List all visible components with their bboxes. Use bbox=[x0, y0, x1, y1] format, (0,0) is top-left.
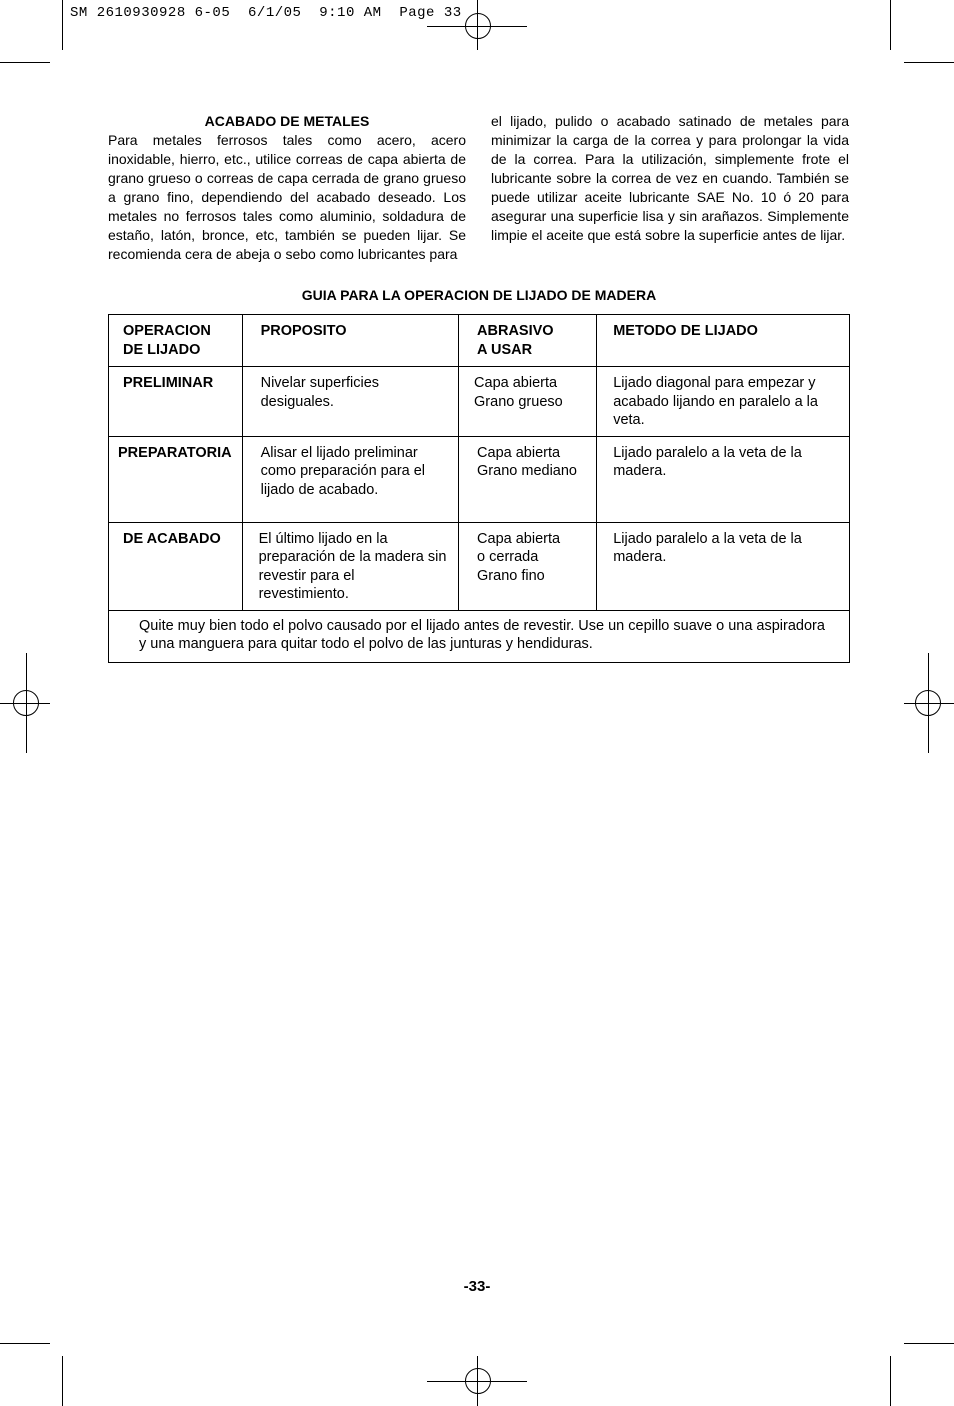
row-operation: PRELIMINAR bbox=[109, 367, 243, 437]
row-operation: PREPARATORIA bbox=[109, 436, 243, 522]
left-column-text: Para metales ferrosos tales como acero, acero inoxidable, hierro, etc., utilice correas de capa abierta de grano grueso o correas de capa cerrada de grano grueso a grano fino, dependiendo del acabado deseado. Los metales no ferrosos tales como aluminio, soldadura de estaño, latón, bronce, etc, también se pueden lijar. Se recomienda cera de abeja o sebo como lubricantes para bbox=[108, 132, 466, 262]
print-slug: SM 2610930928 6-05 6/1/05 9:10 AM Page 33 bbox=[70, 5, 462, 21]
section-heading: ACABADO DE METALES bbox=[204, 113, 370, 129]
left-column bbox=[108, 112, 466, 264]
table-note: Quite muy bien todo el polvo causado por el lijado antes de revestir. Use un cepillo suave o una aspiradora y una manguera para quitar todo el polvo de las junturas y hendiduras. bbox=[109, 610, 850, 662]
table-header-row bbox=[109, 315, 850, 367]
table-row bbox=[109, 436, 850, 522]
page-number: -33- bbox=[463, 1278, 491, 1295]
header-purpose: PROPOSITO bbox=[242, 315, 458, 367]
table-note-row bbox=[109, 610, 850, 662]
header-operation: OPERACION DE LIJADO bbox=[109, 315, 243, 367]
row-method: Lijado paralelo a la veta de la madera. bbox=[597, 522, 850, 610]
table-row bbox=[109, 367, 850, 437]
row-purpose: Nivelar superficies desiguales. bbox=[242, 367, 458, 437]
row-method: Lijado diagonal para empezar y acabado lijando en paralelo a la veta. bbox=[597, 367, 850, 437]
header-method: METODO DE LIJADO bbox=[597, 315, 850, 367]
row-abrasive: Capa abierta o cerrada Grano fino bbox=[459, 522, 597, 610]
right-column-text: el lijado, pulido o acabado satinado de metales para minimizar la carga de la correa y para prolongar la vida de la correa. Para la utilización, simplemente frote el lubricante sobre la correa de vez en cuando. También se puede utilizar aceite lubricante SAE No. 10 ó 20 para asegurar una superficie lisa y sin arañazos. Simplemente limpie el aceite que está sobre la superficie antes de lijar. bbox=[491, 113, 849, 243]
sanding-guide-table bbox=[108, 314, 850, 663]
table-row bbox=[109, 522, 850, 610]
right-column bbox=[491, 112, 849, 245]
row-purpose: El último lijado en la preparación de la madera sin revestir para el revestimiento. bbox=[242, 522, 458, 610]
row-method: Lijado paralelo a la veta de la madera. bbox=[597, 436, 850, 522]
row-abrasive: Capa abierta Grano grueso bbox=[459, 367, 597, 437]
row-abrasive: Capa abierta Grano mediano bbox=[459, 436, 597, 522]
row-purpose: Alisar el lijado preliminar como preparación para el lijado de acabado. bbox=[242, 436, 458, 522]
header-abrasive: ABRASIVO A USAR bbox=[459, 315, 597, 367]
row-operation: DE ACABADO bbox=[109, 522, 243, 610]
table-title: GUIA PARA LA OPERACION DE LIJADO DE MADERA bbox=[301, 287, 657, 303]
